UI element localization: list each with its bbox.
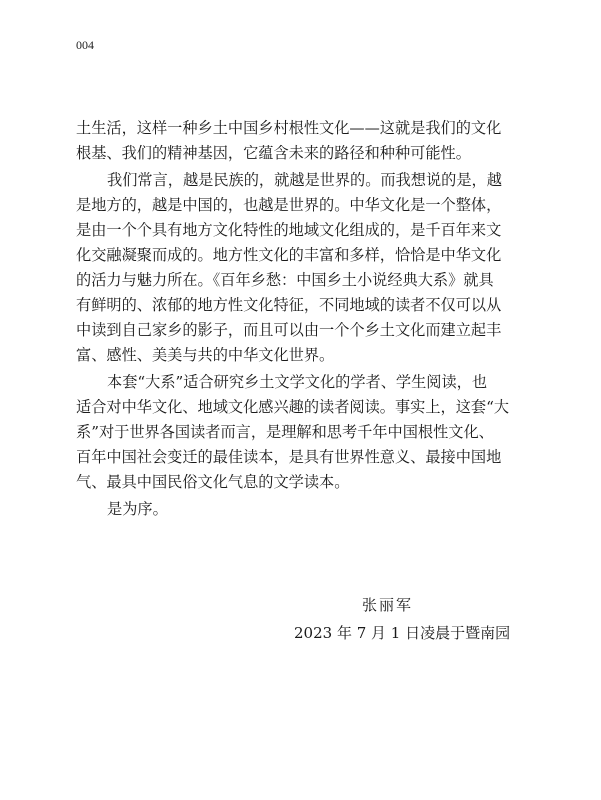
text-line: 土生活，这样一种乡土中国乡村根性文化——这就是我们的文化 — [76, 119, 502, 137]
paragraph — [76, 116, 528, 166]
text-line: 有鲜明的、浓郁的地方性文化特征，不同地域的读者不仅可以从 — [76, 296, 502, 314]
text-line: 百年中国社会变迁的最佳读本，是具有世界性意义、最接中国地 — [76, 448, 502, 466]
text-line: 是由一个个具有地方文化特性的地域文化组成的，是千百年来文 — [76, 221, 502, 239]
text-line: 适合对中华文化、地域文化感兴趣的读者阅读。事实上，这套“大 — [76, 398, 510, 416]
paragraph — [76, 497, 528, 522]
text-line: 气、最具中国民俗文化气息的文学读本。 — [76, 473, 350, 491]
text-line: 中读到自己家乡的影子，而且可以由一个个乡土文化而建立起丰 — [76, 321, 502, 339]
text-line: 是地方的，越是中国的，也越是世界的。中华文化是一个整体， — [76, 196, 502, 214]
body-text — [76, 116, 528, 522]
text-line: 我们常言，越是民族的，就越是世界的。而我想说的是，越 — [107, 171, 502, 189]
page-number: 004 — [76, 38, 94, 52]
text-line: 根基、我们的精神基因，它蕴含未来的路径和种种可能性。 — [76, 144, 471, 162]
paragraph — [76, 168, 528, 368]
text-line: 是为序。 — [107, 500, 168, 518]
text-line: 化交融凝聚而成的。地方性文化的丰富和多样，恰恰是中华文化 — [76, 246, 502, 264]
author-signature: 张丽军 — [362, 596, 414, 614]
text-line: 系”对于世界各国读者而言，是理解和思考千年中国根性文化、 — [76, 423, 494, 441]
text-line: 本套“大系”适合研究乡土文学文化的学者、学生阅读，也 — [107, 373, 488, 391]
text-line: 的活力与魅力所在。《百年乡愁：中国乡土小说经典大系》就具 — [76, 271, 494, 289]
text-line: 富、感性、美美与共的中华文化世界。 — [76, 346, 335, 364]
paragraph — [76, 370, 528, 495]
date-place: 2023 年 7 月 1 日凌晨于暨南园 — [294, 624, 511, 642]
